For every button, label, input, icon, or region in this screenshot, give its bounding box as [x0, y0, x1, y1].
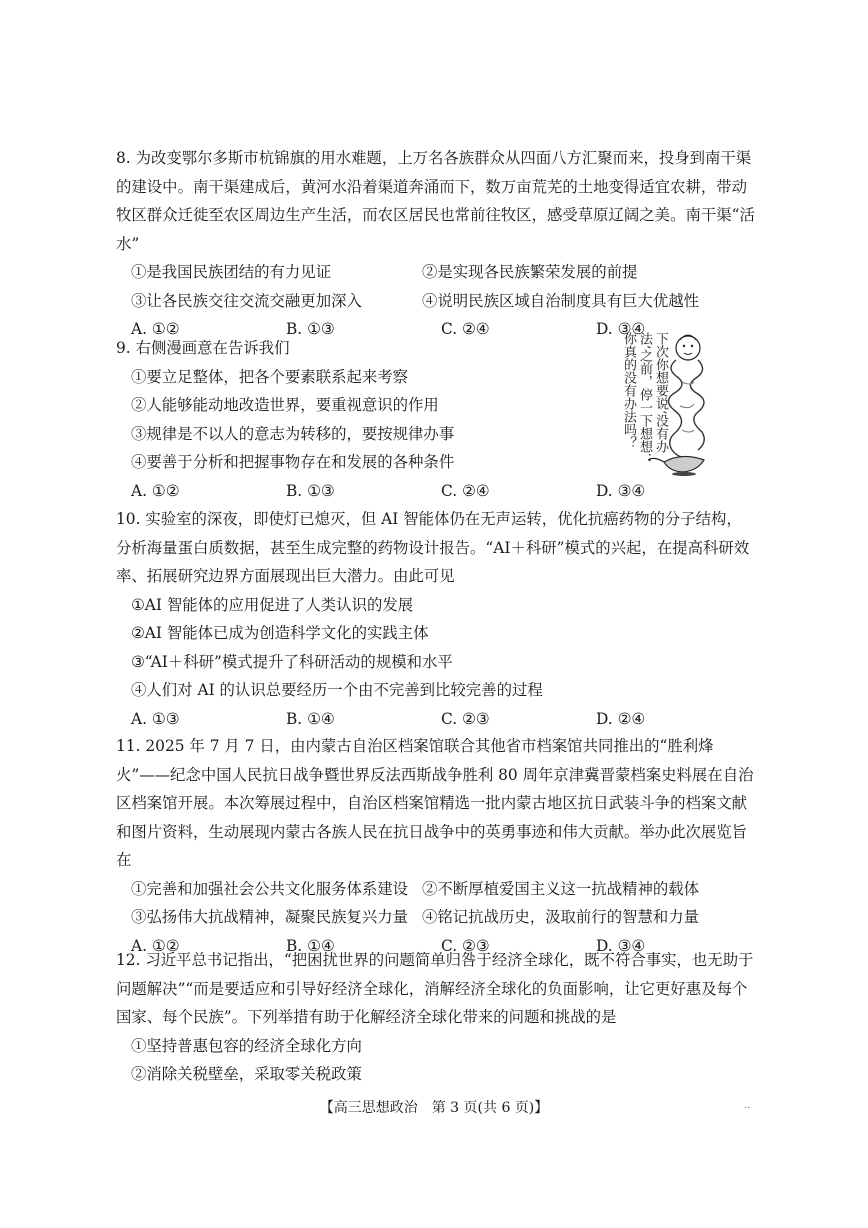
statement-1: ①AI 智能体的应用促进了人类认识的发展	[131, 595, 414, 614]
choice-a: A. ①②	[131, 320, 180, 338]
statement-4: ④说明民族区域自治制度具有巨大优越性	[422, 291, 700, 310]
question-10	[116, 505, 756, 733]
statement-1: ①完善和加强社会公共文化服务体系建设	[131, 879, 409, 898]
choice-d: D. ③④	[596, 320, 646, 338]
statement-row	[116, 287, 756, 316]
question-stem: 11. 2025 年 7 月 7 日，由内蒙古自治区档案馆联合其他省市档案馆共同推出的“胜利烽火”——纪念中国人民抗日战争暨世界反法西斯战争胜利 80 周年京津冀晋蒙档案史料展在自治区档案馆开展。本次筹展过程中，自治区档案馆精选一批内蒙古地区抗日武装斗争的档案文献和图片资料，生动展现内蒙古各族人民在抗日战争中的英勇事迹和伟大贡献。举办此次展览旨在	[116, 737, 754, 869]
cartoon-caption-col1: 下次你想要说‘没有办	[653, 332, 668, 454]
statement-row	[116, 258, 756, 287]
cartoon-caption-col2: 法’之前，停一下想想：	[637, 332, 652, 467]
choice-b: B. ①③	[286, 481, 335, 500]
statement-3: ③“AI＋科研”模式提升了科研活动的规模和水平	[131, 652, 453, 671]
statement-2: ②消除关税壁垒，采取零关税政策	[131, 1065, 362, 1083]
choice-b: B. ①④	[286, 709, 335, 728]
statement-row	[116, 903, 756, 932]
choice-d: D. ②④	[596, 709, 646, 728]
statement-3: ③让各民族交往交流交融更加深入	[131, 291, 362, 310]
question-stem: 12. 习近平总书记指出，“把困扰世界的问题简单归咎于经济全球化，既不符合事实，也无助于问题解决”“而是要适应和引导好经济全球化，消解经济全球化的负面影响，让它更好惠及每个国家、每个民族”。下列举措有助于化解经济全球化带来的问题和挑战的是	[116, 951, 754, 1026]
statement-4: ④要善于分析和把握事物存在和发展的各种条件	[131, 453, 455, 471]
choice-d: D. ③④	[596, 481, 646, 500]
statement-4: ④人们对 AI 的认识总要经历一个由不完善到比较完善的过程	[131, 681, 543, 699]
choice-a: A. ①②	[131, 936, 180, 955]
statement-3: ③规律是不以人的意志为转移的，要按规律办事	[131, 424, 455, 443]
statement-1: ①是我国民族团结的有力见证	[131, 263, 332, 281]
statement-4: ④铭记抗战历史，汲取前行的智慧和力量	[422, 908, 700, 926]
choice-b: B. ①③	[286, 320, 335, 338]
question-stem: 8. 为改变鄂尔多斯市杭锦旗的用水难题，上万名各族群众从四面八方汇聚而来，投身到南干渠的建设中。南干渠建成后，黄河水沿着渠道奔涌而下，数万亩荒芜的土地变得适宜农耕，带动牧区群众迁徙至农区周边生产生活，而农区居民也常前往牧区，感受草原辽阔之美。南干渠“活水”	[116, 149, 755, 253]
choice-c: C. ②④	[441, 320, 490, 338]
choice-d: D. ③④	[596, 936, 646, 955]
choice-c: C. ②④	[441, 481, 490, 500]
statement-2: ②是实现各民族繁荣发展的前提	[422, 263, 638, 281]
statement-2: ②不断厚植爱国主义这一抗战精神的载体	[422, 879, 700, 898]
statement-1: ①要立足整体，把各个要素联系起来考察	[131, 367, 409, 386]
statement-row	[116, 875, 756, 904]
choice-c: C. ②③	[441, 936, 490, 955]
page-footer: 【高三思想政治 第 3 页(共 6 页)】	[319, 1100, 549, 1116]
cartoon-illustration	[614, 326, 706, 476]
answer-choices	[116, 705, 756, 734]
choice-b: B. ①④	[286, 936, 335, 955]
question-8	[116, 144, 756, 344]
corner-mark: ..	[744, 1100, 751, 1111]
choice-a: A. ①②	[131, 481, 180, 500]
statement-1: ①坚持普惠包容的经济全球化方向	[131, 1036, 362, 1055]
statement-3: ③弘扬伟大抗战精神，凝聚民族复兴力量	[131, 908, 409, 926]
question-12	[116, 946, 756, 1089]
choice-a: A. ①③	[131, 709, 180, 728]
answer-choices	[116, 477, 756, 506]
question-stem: 9. 右侧漫画意在告诉我们	[116, 339, 290, 357]
genie-lamp-icon	[614, 326, 706, 476]
statement-2: ②AI 智能体已成为创造科学文化的实践主体	[131, 624, 429, 642]
choice-c: C. ②③	[441, 709, 490, 728]
question-stem: 10. 实验室的深夜，即使灯已熄灭，但 AI 智能体仍在无声运转，优化抗癌药物的分子结构，分析海量蛋白质数据，甚至生成完整的药物设计报告。“AI＋科研”模式的兴起，在提高科研效率、拓展研究边界方面展现出巨大潜力。由此可见	[116, 510, 750, 585]
question-11	[116, 732, 756, 960]
cartoon-caption-col3: 你真的没有办法吗？	[621, 332, 636, 449]
statement-2: ②人能够能动地改造世界，要重视意识的作用	[131, 396, 439, 414]
